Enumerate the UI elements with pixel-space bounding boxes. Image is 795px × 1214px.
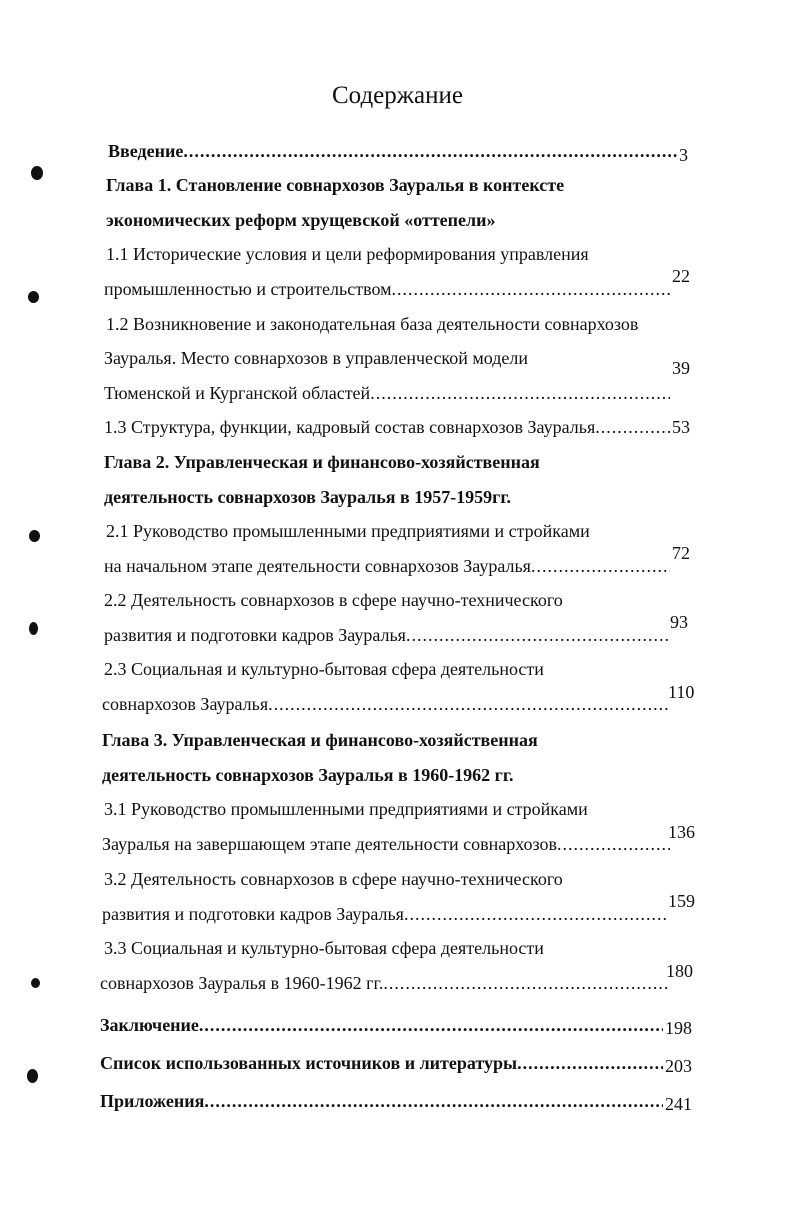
section-3-3-line-2: совнархозов Зауралья в 1960-1962 гг. ..... (100, 972, 668, 994)
toc-page-number: 198 (665, 1018, 692, 1038)
section-1-2-line-1: 1.2 Возникновение и законодательная база деятельности совнархозов (106, 314, 639, 334)
toc-entry-label: Введение (108, 141, 184, 161)
section-3-3-page-number: 180 (666, 961, 693, 981)
binder-hole-mark (27, 1069, 38, 1083)
section-2-3-page-number: 110 (668, 682, 695, 702)
section-1-1-line-2: промышленностью и строительством ..... (104, 278, 670, 300)
dot-leader (204, 1090, 663, 1112)
section-3-1-line-2: Зауралья на завершающем этапе деятельности совнархозов ..... (102, 833, 670, 855)
toc-entry-sources: Список использованных источников и литературы ..... 203 (100, 1052, 692, 1074)
section-2-1-page-number: 72 (672, 543, 690, 563)
binder-hole-mark (31, 166, 43, 180)
dot-leader (595, 416, 670, 438)
dot-leader (557, 833, 670, 855)
section-2-1-line-1: 2.1 Руководство промышленными предприятиями и стройками (106, 521, 590, 541)
dot-leader (183, 140, 677, 162)
section-3-2-page-number: 159 (668, 891, 695, 911)
section-1-2-line-2: Зауралья. Место совнархозов в управленческой модели (104, 348, 529, 368)
binder-hole-mark (28, 291, 39, 303)
chapter-3-heading-line-2: деятельность совнархозов Зауралья в 1960-1962 гг. (102, 765, 514, 785)
section-1-2-page-number: 39 (672, 358, 690, 378)
page-title: Содержание (332, 82, 463, 109)
toc-entry-introduction (108, 140, 688, 165)
toc-page-number: 241 (665, 1094, 692, 1114)
dot-leader (383, 972, 668, 994)
section-2-3-line-1: 2.3 Социальная и культурно-бытовая сфера деятельности (104, 659, 544, 679)
section-2-1-line-2: на начальном этапе деятельности совнархозов Зауралья ..... (104, 555, 670, 577)
dot-leader (370, 382, 670, 404)
dot-leader (404, 903, 666, 925)
section-1-1-line-1: 1.1 Исторические условия и цели реформирования управления (106, 244, 589, 264)
chapter-3-heading-line-1: Глава 3. Управленческая и финансово-хозяйственная (102, 730, 538, 750)
dot-leader (268, 693, 670, 715)
section-3-1-page-number: 136 (668, 822, 695, 842)
section-1-3-entry: 1.3 Структура, функции, кадровый состав совнархозов Зауралья ..... 53 (104, 416, 690, 438)
dot-leader (392, 278, 671, 300)
section-3-2-line-2: развития и подготовки кадров Зауралья ..... (102, 903, 666, 925)
binder-hole-mark (29, 530, 40, 542)
dot-leader (406, 624, 670, 646)
section-2-2-line-1: 2.2 Деятельность совнархозов в сфере научно-технического (104, 590, 563, 610)
binder-hole-mark (29, 622, 38, 635)
toc-page-number: 53 (672, 417, 690, 437)
chapter-1-heading-line-1: Глава 1. Становление совнархозов Зауралья в контексте (106, 175, 565, 195)
section-1-2-line-3: Тюменской и Курганской областей ..... (104, 382, 670, 404)
toc-entry-appendix: Приложения ..... 241 (100, 1090, 692, 1112)
section-1-1-page-number: 22 (672, 266, 690, 286)
chapter-2-heading-line-1: Глава 2. Управленческая и финансово-хозяйственная (104, 452, 540, 472)
dot-leader (517, 1052, 663, 1074)
binder-hole-mark (31, 978, 40, 988)
section-3-3-line-1: 3.3 Социальная и культурно-бытовая сфера деятельности (104, 938, 544, 958)
section-3-2-line-1: 3.2 Деятельность совнархозов в сфере научно-технического (104, 869, 563, 889)
dot-leader (531, 555, 670, 577)
toc-page-number: 203 (665, 1056, 692, 1076)
chapter-2-heading-line-2: деятельность совнархозов Зауралья в 1957-1959гг. (104, 487, 512, 507)
dot-leader (199, 1014, 663, 1036)
section-2-3-line-2: совнархозов Зауралья ..... (102, 693, 670, 715)
section-2-2-page-number: 93 (670, 612, 688, 632)
section-2-2-line-2: развития и подготовки кадров Зауралья ..... (104, 624, 670, 646)
chapter-1-heading-line-2: экономических реформ хрущевской «оттепели» (106, 210, 496, 230)
toc-page-number: 3 (679, 145, 688, 165)
toc-entry-conclusion: Заключение ..... 198 (100, 1014, 692, 1036)
section-3-1-line-1: 3.1 Руководство промышленными предприятиями и стройками (104, 799, 588, 819)
